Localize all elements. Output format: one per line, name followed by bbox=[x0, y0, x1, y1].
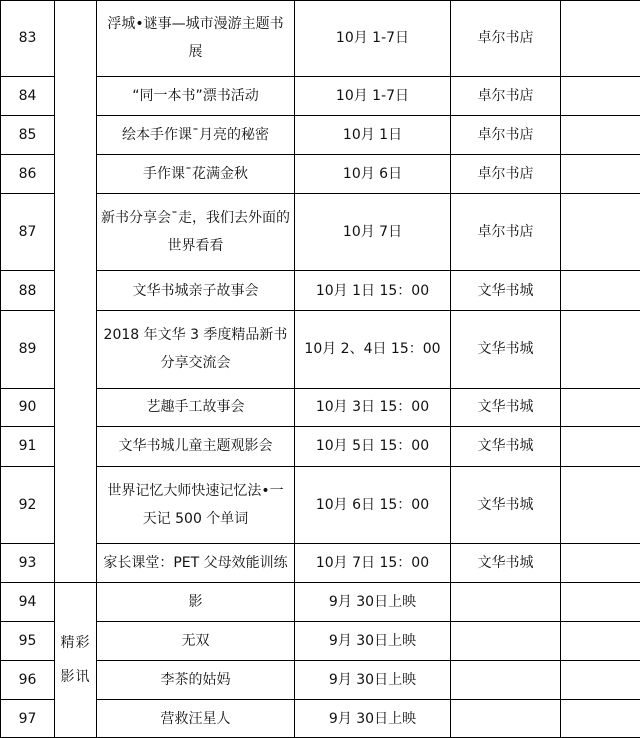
event-name: 绘本手作课¯月亮的秘密 bbox=[97, 116, 295, 154]
event-date: 10月 1-7日 bbox=[295, 76, 451, 115]
blank-cell bbox=[561, 1, 640, 77]
event-date: 10月 1-7日 bbox=[295, 1, 451, 77]
row-number: 83 bbox=[1, 1, 55, 77]
movie-title: 李茶的姑妈 bbox=[97, 660, 295, 699]
event-venue: 文华书城 bbox=[451, 271, 561, 310]
blank-cell bbox=[561, 388, 640, 426]
release-date: 9月 30日上映 bbox=[295, 622, 451, 660]
category-cell-blank bbox=[55, 1, 97, 583]
table-row bbox=[1, 154, 640, 193]
category-text: 精彩影讯 bbox=[60, 635, 91, 685]
table-row bbox=[1, 660, 640, 699]
row-number: 88 bbox=[1, 271, 55, 310]
table-row bbox=[1, 194, 640, 271]
table-row bbox=[1, 466, 640, 543]
event-venue: 文华书城 bbox=[451, 466, 561, 543]
event-date: 10月 5日 15：00 bbox=[295, 427, 451, 466]
table-row bbox=[1, 116, 640, 154]
table-row bbox=[1, 622, 640, 660]
movie-title: 无双 bbox=[97, 622, 295, 660]
event-name: 浮城•谜事—城市漫游主题书展 bbox=[97, 1, 295, 77]
row-number: 85 bbox=[1, 116, 55, 154]
event-name: 艺趣手工故事会 bbox=[97, 388, 295, 426]
blank-cell bbox=[451, 622, 561, 660]
blank-cell bbox=[561, 583, 640, 622]
event-name: 家长课堂：PET 父母效能训练 bbox=[97, 543, 295, 582]
blank-cell bbox=[561, 700, 640, 738]
event-name: 文华书城儿童主题观影会 bbox=[97, 427, 295, 466]
event-venue: 文华书城 bbox=[451, 427, 561, 466]
row-number: 97 bbox=[1, 700, 55, 738]
event-venue: 文华书城 bbox=[451, 388, 561, 426]
row-number: 91 bbox=[1, 427, 55, 466]
row-number: 90 bbox=[1, 388, 55, 426]
table-row bbox=[1, 543, 640, 582]
table-row bbox=[1, 271, 640, 310]
blank-cell bbox=[561, 194, 640, 271]
blank-cell bbox=[561, 466, 640, 543]
event-date: 10月 3日 15：00 bbox=[295, 388, 451, 426]
row-number: 87 bbox=[1, 194, 55, 271]
row-number: 95 bbox=[1, 622, 55, 660]
table-row bbox=[1, 388, 640, 426]
row-number: 93 bbox=[1, 543, 55, 582]
release-date: 9月 30日上映 bbox=[295, 583, 451, 622]
blank-cell bbox=[451, 583, 561, 622]
movie-title: 影 bbox=[97, 583, 295, 622]
release-date: 9月 30日上映 bbox=[295, 660, 451, 699]
event-venue: 文华书城 bbox=[451, 543, 561, 582]
event-date: 10月 7日 bbox=[295, 194, 451, 271]
event-date: 10月 1日 15：00 bbox=[295, 271, 451, 310]
blank-cell bbox=[561, 427, 640, 466]
category-label bbox=[55, 583, 97, 738]
event-date: 10月 6日 15：00 bbox=[295, 466, 451, 543]
row-number: 92 bbox=[1, 466, 55, 543]
blank-cell bbox=[561, 622, 640, 660]
blank-cell bbox=[561, 271, 640, 310]
event-venue: 卓尔书店 bbox=[451, 116, 561, 154]
row-number: 89 bbox=[1, 310, 55, 388]
event-name: “同一本书”漂书活动 bbox=[97, 76, 295, 115]
event-date: 10月 2、4日 15：00 bbox=[295, 310, 451, 388]
event-name: 2018 年文华 3 季度精品新书分享交流会 bbox=[97, 310, 295, 388]
table-row bbox=[1, 76, 640, 115]
event-date: 10月 7日 15：00 bbox=[295, 543, 451, 582]
blank-cell bbox=[561, 310, 640, 388]
row-number: 86 bbox=[1, 154, 55, 193]
table-row bbox=[1, 700, 640, 738]
event-venue: 卓尔书店 bbox=[451, 1, 561, 77]
row-number: 84 bbox=[1, 76, 55, 115]
event-venue: 卓尔书店 bbox=[451, 154, 561, 193]
blank-cell bbox=[561, 660, 640, 699]
event-venue: 文华书城 bbox=[451, 310, 561, 388]
blank-cell bbox=[561, 543, 640, 582]
event-name: 新书分享会¯走，我们去外面的世界看看 bbox=[97, 194, 295, 271]
blank-cell bbox=[561, 76, 640, 115]
movie-title: 营救汪星人 bbox=[97, 700, 295, 738]
table-row bbox=[1, 1, 640, 77]
row-number: 96 bbox=[1, 660, 55, 699]
event-name: 世界记忆大师快速记忆法•一天记 500 个单词 bbox=[97, 466, 295, 543]
event-date: 10月 1日 bbox=[295, 116, 451, 154]
blank-cell bbox=[561, 154, 640, 193]
blank-cell bbox=[451, 660, 561, 699]
table-row bbox=[1, 583, 640, 622]
event-name: 文华书城亲子故事会 bbox=[97, 271, 295, 310]
table-row bbox=[1, 427, 640, 466]
event-date: 10月 6日 bbox=[295, 154, 451, 193]
event-venue: 卓尔书店 bbox=[451, 194, 561, 271]
event-name: 手作课¯花满金秋 bbox=[97, 154, 295, 193]
blank-cell bbox=[451, 700, 561, 738]
row-number: 94 bbox=[1, 583, 55, 622]
blank-cell bbox=[561, 116, 640, 154]
event-venue: 卓尔书店 bbox=[451, 76, 561, 115]
release-date: 9月 30日上映 bbox=[295, 700, 451, 738]
table-row bbox=[1, 310, 640, 388]
